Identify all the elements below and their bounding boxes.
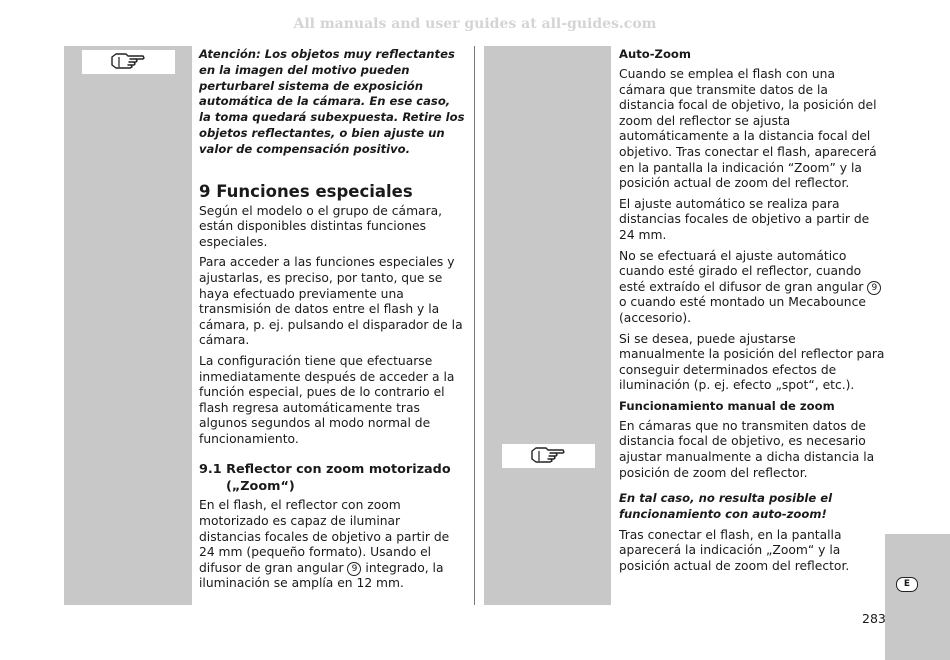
paragraph-text: integrado, la iluminación se amplía en 12 mm. [199, 560, 444, 591]
paragraph-text: En el flash, el reflector con zoom motorizado es capaz de iluminar distancias focales de objetivo a partir de 24 mm (pequeño formato). Usando el difusor de gran angular [199, 498, 450, 575]
warning-note: Atención: Los objetos muy reflectantes en la imagen del motivo pueden perturbarel sistema de exposición automática de la cámara. En ese caso, la toma quedará subexpuesta. Retire los objetos reflectantes, o bien ajuste un valor de compensación positivo. [199, 47, 465, 156]
subsection-title [199, 461, 465, 495]
left-text-column [199, 47, 465, 597]
note-icon-box [502, 444, 595, 468]
paragraph-text: o cuando esté montado un Mecabounce (accesorio). [619, 295, 866, 325]
paragraph: En cámaras que no transmiten datos de distancia focal de objetivo, es necesario ajustar manualmente a dicha distancia la posición de zoom del reflector. [619, 418, 875, 480]
pointing-hand-icon [110, 51, 148, 73]
language-badge: E [896, 577, 918, 592]
right-margin-column [484, 46, 611, 605]
paragraph [199, 498, 465, 592]
language-tab [885, 534, 950, 660]
paragraph [619, 249, 885, 327]
paragraph: Tras conectar el flash, en la pantalla aparecerá la indicación „Zoom“ y la posición actual de zoom del reflector. [619, 527, 850, 574]
paragraph: Si se desea, puede ajustarse manualmente la posición del reflector para conseguir determinados efectos de iluminación (p. ej. efecto „spot“, etc.). [619, 331, 885, 393]
paragraph: Cuando se emplea el flash con una cámara que transmite datos de la distancia focal de objetivo, la posición del zoom del reflector se ajusta automáticamente a la distancia focal del objetivo. Tras conectar el flash, aparecerá en la pantalla la indicación “Zoom” y la posición actual de zoom del reflector. [619, 67, 877, 191]
paragraph: Para acceder a las funciones especiales y ajustarlas, es preciso, por tanto, que se haya efectuado previamente una transmisión de datos entre el flash y la cámara, p. ej. pulsando el disparador de la cámara. [199, 255, 463, 348]
column-divider [474, 46, 475, 605]
page-number: 283 [862, 611, 886, 626]
heading-manual-zoom: Funcionamiento manual de zoom [619, 398, 835, 413]
paragraph: La configuración tiene que efectuarse inmediatamente después de acceder a la función especial, pues de lo contrario el flash regresa automáticamente tras algunos segundos al modo normal de funcionamiento. [199, 353, 455, 446]
left-margin-column [64, 46, 192, 605]
watermark: All manuals and user guides at all-guides.com [293, 16, 657, 32]
paragraph-text: No se efectuará el ajuste automático cuando esté girado el reflector, cuando esté extraído el difusor de gran angular [619, 248, 864, 294]
circled-reference: 9 [867, 281, 881, 295]
right-text-column [619, 47, 885, 580]
subsection-title-line2: („Zoom“) [226, 479, 295, 495]
subsection-title-line1: 9.1 Reflector con zoom motorizado [199, 462, 451, 478]
note-icon-box [82, 50, 175, 74]
circled-reference: 9 [347, 562, 361, 576]
note-text: En tal caso, no resulta posible el funcionamiento con auto-zoom! [619, 491, 833, 522]
pointing-hand-icon [530, 445, 568, 467]
paragraph: El ajuste automático se realiza para distancias focales de objetivo a partir de 24 mm. [619, 196, 870, 242]
paragraph: Según el modelo o el grupo de cámara, están disponibles distintas funciones especiales. [199, 203, 443, 249]
heading-auto-zoom: Auto-Zoom [619, 47, 691, 61]
section-title: 9 Funciones especiales [199, 181, 413, 201]
